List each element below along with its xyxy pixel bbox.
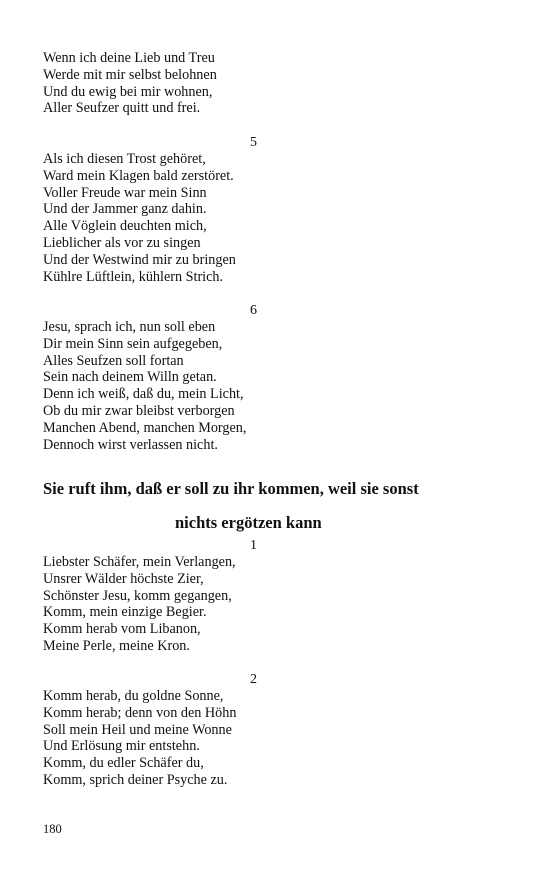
verse-line: Und Erlösung mir entstehn.	[43, 738, 200, 755]
verse-line: Unsrer Wälder höchste Zier,	[43, 570, 204, 587]
verse-line: Voller Freude war mein Sinn	[43, 184, 207, 201]
verse-line: Meine Perle, meine Kron.	[43, 637, 190, 654]
verse-line: Werde mit mir selbst belohnen	[43, 66, 217, 83]
verse-line: Und du ewig bei mir wohnen,	[43, 83, 213, 100]
verse-line: Liebster Schäfer, mein Verlangen,	[43, 554, 236, 570]
verse-line: Lieblicher als vor zu singen	[43, 234, 201, 251]
stanza-6	[43, 319, 483, 453]
verse-line: Alle Vöglein deuchten mich,	[43, 218, 207, 235]
page-number: 180	[43, 822, 62, 836]
stanza-1	[43, 554, 483, 655]
verse-line: Aller Seufzer quitt und frei.	[43, 100, 201, 117]
verse-line: Jesu, sprach ich, nun soll eben	[43, 319, 216, 335]
verse-line: Als ich diesen Trost gehöret,	[43, 151, 206, 167]
poem-title-line-1: Sie ruft ihm, daß er soll zu ihr kommen, weil sie sonst	[43, 479, 419, 498]
verse-line: Ward mein Klagen bald zerstöret.	[43, 167, 234, 184]
verse-line: Dir mein Sinn sein aufgegeben,	[43, 335, 223, 352]
verse-line: Und der Westwind mir zu bringen	[43, 251, 236, 268]
verse-line: Sein nach deinem Willn getan.	[43, 369, 217, 386]
verse-line: Und der Jammer ganz dahin.	[43, 201, 207, 218]
verse-line: Soll mein Heil und meine Wonne	[43, 721, 232, 738]
stanza-5	[43, 151, 483, 285]
verse-line: Alles Seufzen soll fortan	[43, 352, 184, 369]
verse-line: Komm, mein einzige Begier.	[43, 604, 207, 621]
stanza-number: 6	[250, 303, 257, 318]
verse-line: Kühlre Lüftlein, kühlern Strich.	[43, 268, 224, 285]
verse-line: Denn ich weiß, daß du, mein Licht,	[43, 386, 244, 403]
verse-line: Komm, sprich deiner Psyche zu.	[43, 771, 228, 788]
verse-line: Komm herab vom Libanon,	[43, 621, 201, 638]
verse-line: Schönster Jesu, komm gegangen,	[43, 587, 232, 604]
stanza-number: 5	[250, 135, 257, 150]
verse-line: Ob du mir zwar bleibst verborgen	[43, 402, 235, 419]
verse-line: Wenn ich deine Lieb und Treu	[43, 50, 215, 66]
poem-title-line-2: nichts ergötzen kann	[175, 513, 322, 532]
verse-line: Manchen Abend, manchen Morgen,	[43, 419, 247, 436]
stanza-4-continued	[43, 50, 483, 117]
verse-line: Komm, du edler Schäfer du,	[43, 755, 204, 772]
verse-line: Komm herab, du goldne Sonne,	[43, 688, 224, 704]
stanza-number: 2	[250, 672, 257, 687]
verse-line: Dennoch wirst verlassen nicht.	[43, 436, 218, 453]
stanza-number: 1	[250, 538, 257, 553]
stanza-2	[43, 688, 483, 789]
verse-line: Komm herab; denn von den Höhn	[43, 704, 237, 721]
